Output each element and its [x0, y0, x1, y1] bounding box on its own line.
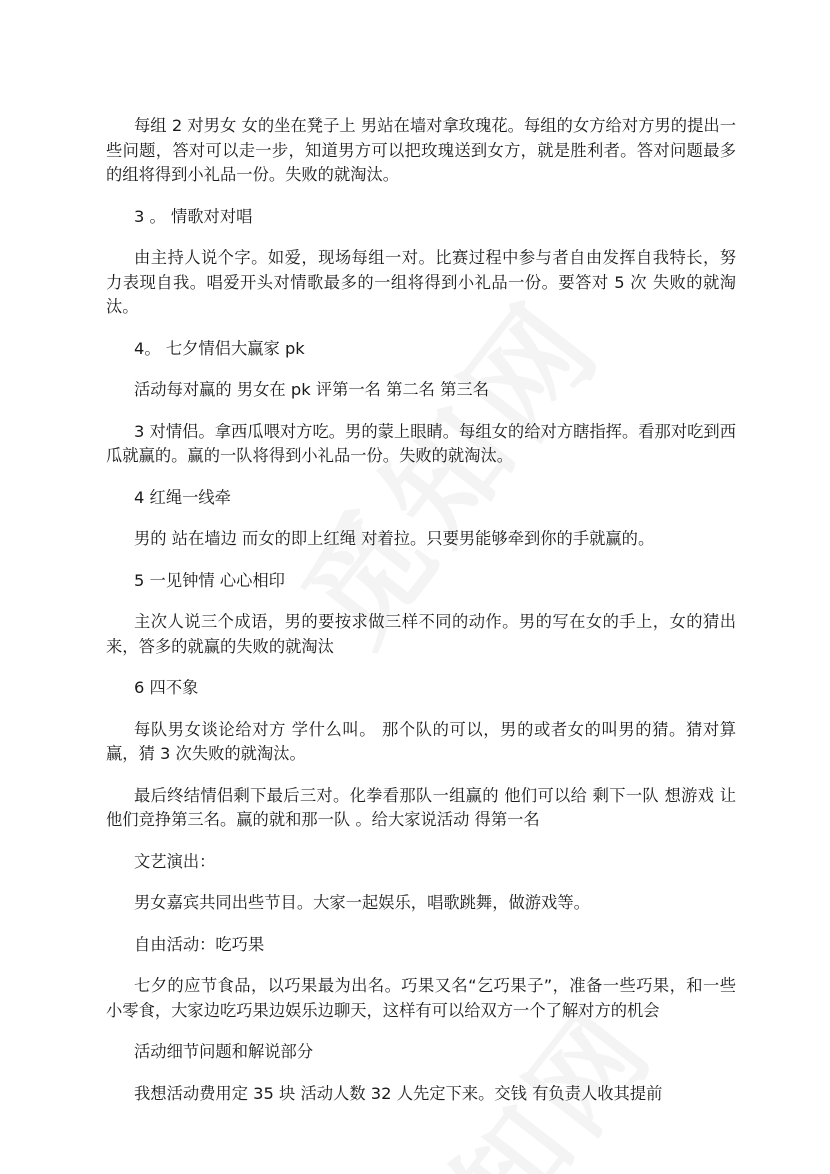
- heading-activity-details: 活动细节问题和解说部分: [134, 1042, 314, 1061]
- paragraph-performance: 男女嘉宾共同出些节目。大家一起娱乐，唱歌跳舞，做游戏等。: [134, 893, 590, 912]
- paragraph-qiaoguo: 七夕的应节食品，以巧果最为出名。巧果又名“乞巧果子”，准备一些巧果，和一些小零食，大家边吃巧果边娱乐边聊天，这样有可以给双方一个了解对方的机会: [106, 976, 736, 1020]
- heading-red-string: 4 红绳一线牵: [134, 487, 231, 507]
- paragraph-rose-game: 每组 2 对男女 女的坐在凳子上 男站在墙对拿玫瑰花。每组的女方给对方男的提出一些问题，答对可以走一步，知道男方可以把玫瑰送到女方，就是胜利者。答对问题最多的组将得到小礼品一份。失败的就淘汰。: [106, 116, 736, 184]
- paragraph-final-round: 最后终结情侣剩下最后三对。化拳看那队一组赢的 他们可以给 剩下一队 想游戏 让他们竞挣第三名。赢的就和那一队 。给大家说活动 得第一名: [106, 785, 736, 829]
- heading-qixi-pk: 4。 七夕情侣大赢家 pk: [134, 338, 305, 358]
- paragraph-activity-fee: 我想活动费用定 35 块 活动人数 32 人先定下来。交钱 有负责人收其提前: [134, 1083, 663, 1103]
- heading-performance: 文艺演出：: [134, 851, 216, 871]
- paragraph-idiom-game: 主次人说三个成语，男的要按求做三样不同的动作。男的写在女的手上，女的猜出来，答多的就赢的失败的就淘汰: [106, 612, 736, 656]
- heading-love-song-duet: 3 。 情歌对对唱: [134, 206, 253, 226]
- paragraph-watermelon-game: 3 对情侣。拿西瓜喂对方吃。男的蒙上眼睛。每组女的给对方瞎指挥。看那对吃到西瓜就赢的。赢的一队将得到小礼品一份。失败的就淘汰。: [106, 421, 736, 465]
- paragraph-love-song-rules: 由主持人说个字。如爱，现场每组一对。比赛过程中参与者自由发挥自我特长，努力表现自我。唱爱开头对情歌最多的一组将得到小礼品一份。要答对 5 次 失败的就淘汰。: [106, 248, 736, 316]
- document-body: [106, 114, 736, 1106]
- heading-four-unlike: 6 四不象: [134, 678, 199, 697]
- paragraph-pk-ranking: 活动每对赢的 男女在 pk 评第一名 第二名 第三名: [134, 380, 489, 399]
- heading-love-at-first-sight: 5 一见钟情 心心相印: [134, 570, 285, 590]
- paragraph-red-string-rules: 男的 站在墙边 而女的即上红绳 对着拉。只要男能够牵到你的手就赢的。: [134, 529, 655, 548]
- heading-free-activity: 自由活动：吃巧果: [134, 934, 265, 954]
- paragraph-imitation-game: 每队男女谈论给对方 学什么叫。 那个队的可以，男的或者女的叫男的猜。猜对算赢，猜 3 次失败的就淘汰。: [106, 719, 736, 763]
